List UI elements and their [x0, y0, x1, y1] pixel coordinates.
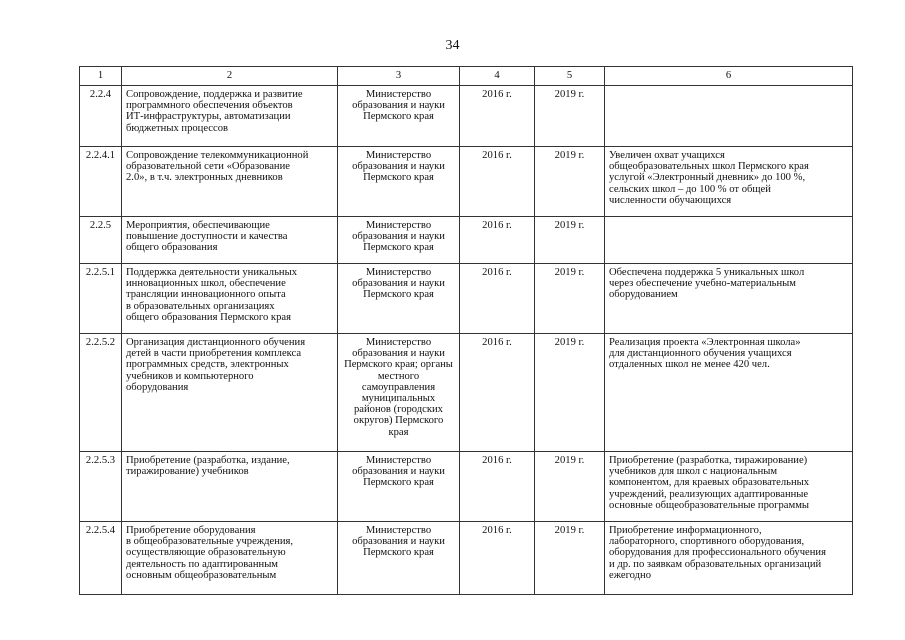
header-col-1: 1 — [80, 67, 122, 86]
end-year: 2019 г. — [535, 217, 605, 264]
start-year: 2016 г. — [460, 86, 535, 147]
expected-result: Увеличен охват учащихся общеобразовательных школ Пермского края услугой «Электронный дневник» до 100 %, сельских школ – до 100 % от общей численности обучающихся — [605, 147, 853, 217]
start-year: 2016 г. — [460, 217, 535, 264]
start-year: 2016 г. — [460, 264, 535, 334]
table-row — [80, 147, 853, 217]
row-number: 2.2.5.3 — [80, 452, 122, 522]
table-row — [80, 86, 853, 147]
responsible-party: Министерство образования и науки Пермского края — [338, 452, 460, 522]
page-number: 34 — [445, 38, 460, 53]
end-year: 2019 г. — [535, 334, 605, 452]
header-col-3: 3 — [338, 67, 460, 86]
row-number: 2.2.4 — [80, 86, 122, 147]
end-year: 2019 г. — [535, 452, 605, 522]
activity-description: Мероприятия, обеспечивающие повышение доступности и качества общего образования — [122, 217, 338, 264]
start-year: 2016 г. — [460, 452, 535, 522]
expected-result: Приобретение (разработка, тиражирование) учебников для школ с национальным компонентом, для краевых образовательных учреждений, реализующих адаптированные основные общеобразовательные программы — [605, 452, 853, 522]
responsible-party: Министерство образования и науки Пермского края — [338, 147, 460, 217]
program-activities-table — [79, 66, 853, 595]
table-row — [80, 334, 853, 452]
expected-result: Реализация проекта «Электронная школа» для дистанционного обучения учащихся отдаленных школ не менее 420 чел. — [605, 334, 853, 452]
header-col-5: 5 — [535, 67, 605, 86]
responsible-party: Министерство образования и науки Пермского края — [338, 264, 460, 334]
row-number: 2.2.5.4 — [80, 522, 122, 595]
start-year: 2016 г. — [460, 334, 535, 452]
end-year: 2019 г. — [535, 264, 605, 334]
table-row — [80, 452, 853, 522]
end-year: 2019 г. — [535, 147, 605, 217]
row-number: 2.2.4.1 — [80, 147, 122, 217]
responsible-party: Министерство образования и науки Пермского края — [338, 217, 460, 264]
responsible-party: Министерство образования и науки Пермского края; органы местного самоуправления муниципальных районов (городских округов) Пермского края — [338, 334, 460, 452]
end-year: 2019 г. — [535, 86, 605, 147]
table-row — [80, 217, 853, 264]
table-row — [80, 522, 853, 595]
activity-description: Приобретение оборудования в общеобразовательные учреждения, осуществляющие образовательную деятельность по адаптированным основным общеобразовательным — [122, 522, 338, 595]
expected-result: Обеспечена поддержка 5 уникальных школ через обеспечение учебно-материальным оборудованием — [605, 264, 853, 334]
end-year: 2019 г. — [535, 522, 605, 595]
row-number: 2.2.5.2 — [80, 334, 122, 452]
responsible-party: Министерство образования и науки Пермского края — [338, 86, 460, 147]
row-number: 2.2.5 — [80, 217, 122, 264]
start-year: 2016 г. — [460, 522, 535, 595]
expected-result: Приобретение информационного, лабораторного, спортивного оборудования, оборудования для профессионального обучения и др. по заявкам образовательных организаций ежегодно — [605, 522, 853, 595]
responsible-party: Министерство образования и науки Пермского края — [338, 522, 460, 595]
activity-description: Сопровождение телекоммуникационной образовательной сети «Образование 2.0», в т.ч. электронных дневников — [122, 147, 338, 217]
activity-description: Поддержка деятельности уникальных инновационных школ, обеспечение трансляции инновационного опыта в образовательных организациях общего образования Пермского края — [122, 264, 338, 334]
row-number: 2.2.5.1 — [80, 264, 122, 334]
header-col-2: 2 — [122, 67, 338, 86]
activity-description: Приобретение (разработка, издание, тиражирование) учебников — [122, 452, 338, 522]
activity-description: Сопровождение, поддержка и развитие программного обеспечения объектов ИТ-инфраструктуры, автоматизации бюджетных процессов — [122, 86, 338, 147]
expected-result — [605, 86, 853, 147]
header-col-4: 4 — [460, 67, 535, 86]
table-header-row — [80, 67, 853, 86]
expected-result — [605, 217, 853, 264]
start-year: 2016 г. — [460, 147, 535, 217]
header-col-6: 6 — [605, 67, 853, 86]
table-row — [80, 264, 853, 334]
activity-description: Организация дистанционного обучения детей в части приобретения комплекса программных средств, электронных учебников и компьютерного оборудования — [122, 334, 338, 452]
